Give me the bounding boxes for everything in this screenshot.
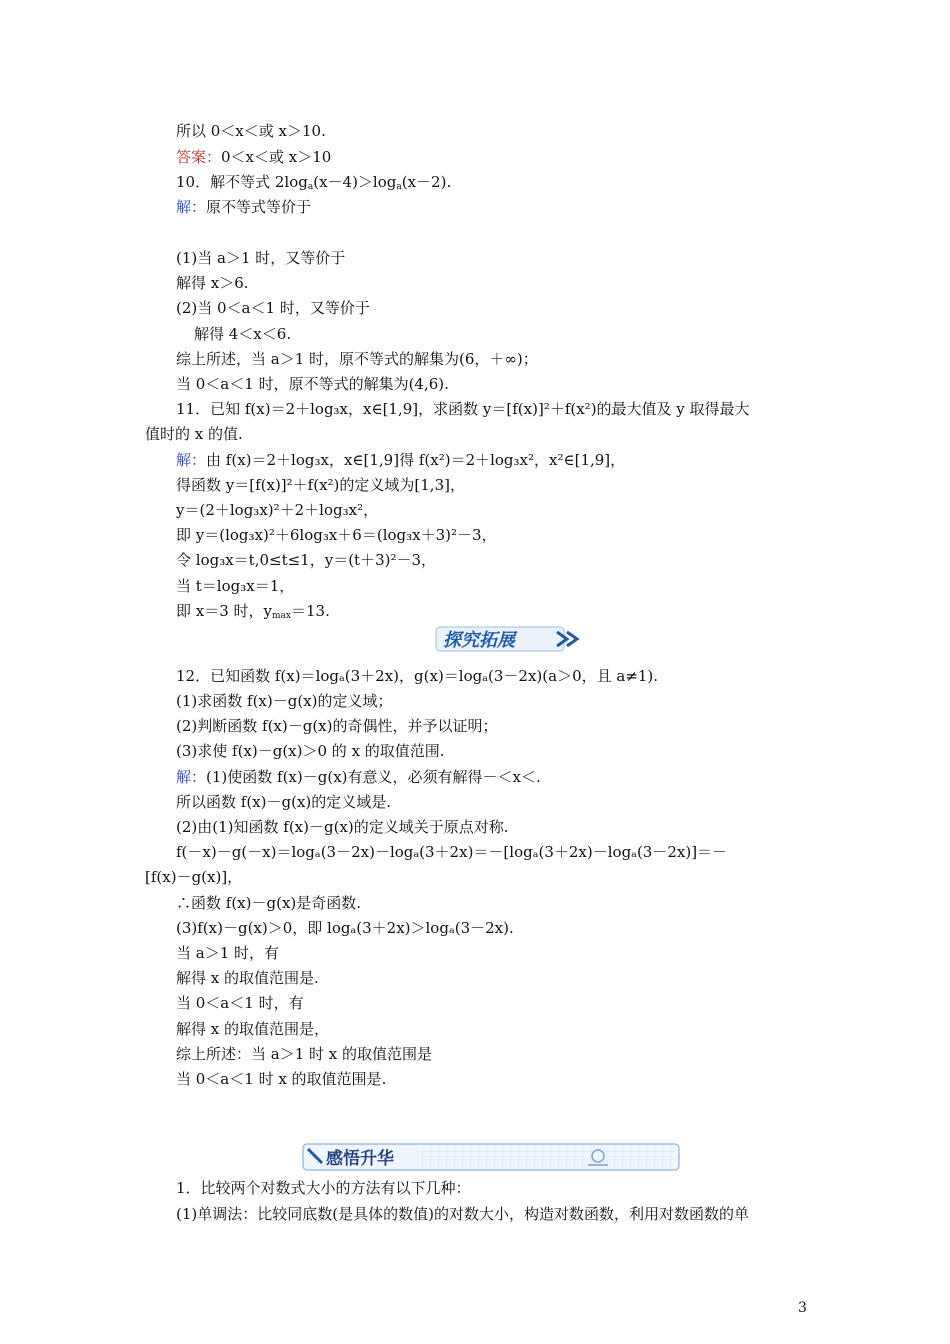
problem-10-mid: (x－4)＞log <box>313 173 397 191</box>
text-line: (2)当 0＜a＜1 时，又等价于 <box>176 299 370 317</box>
text-line: 解得 x 的取值范围是. <box>176 969 319 987</box>
text-line: (3)求使 f(x)－g(x)＞0 的 x 的取值范围. <box>176 742 445 760</box>
text-line <box>176 601 330 626</box>
solution-label: 解： <box>176 768 207 786</box>
summary-banner <box>302 1143 680 1171</box>
ymax-text: 即 x＝3 时，y <box>176 602 273 620</box>
text-line: 所以函数 f(x)－g(x)的定义域是. <box>176 793 392 811</box>
text-line: 综上所述：当 a＞1 时 x 的取值范围是 <box>176 1045 433 1063</box>
text-line: 得函数 y＝[f(x)]²＋f(x²)的定义域为[1,3]， <box>176 476 465 494</box>
solution-line <box>176 450 625 470</box>
text-line: 当 0＜a＜1 时，原不等式的解集为(4,6). <box>176 375 449 393</box>
text-line: ∴函数 f(x)－g(x)是奇函数. <box>176 894 362 912</box>
problem-10-end: (x－2). <box>401 173 452 191</box>
text-line: 综上所述，当 a＞1 时，原不等式的解集为(6，＋∞)； <box>176 350 538 368</box>
log-base: a <box>307 182 314 192</box>
solution-line <box>176 197 311 217</box>
solution-label: 解： <box>176 451 207 469</box>
text-line: f(－x)－g(－x)＝logₐ(3－2x)－logₐ(3＋2x)＝－[logₐ(3＋2x)－logₐ(3－2x)]＝－ <box>176 843 728 861</box>
solution-text: 原不等式等价于 <box>206 198 312 216</box>
text-line: (1)单调法：比较同底数(是具体的数值)的对数大小，构造对数函数，利用对数函数的单 <box>176 1205 749 1223</box>
text-line: 当 0＜a＜1 时，有 <box>176 994 304 1012</box>
problem-11: 11．已知 f(x)＝2＋log₃x，x∈[1,9]，求函数 y＝[f(x)]²＋f(x²)的最大值及 y 取得最大 <box>176 400 750 418</box>
answer-text: 0＜x＜或 x＞10 <box>221 148 332 166</box>
text-line: (2)判断函数 f(x)－g(x)的奇偶性，并予以证明； <box>176 717 498 735</box>
text-line: (2)由(1)知函数 f(x)－g(x)的定义域关于原点对称. <box>176 818 509 836</box>
text-line: 当 t＝log₃x＝1， <box>176 577 295 595</box>
text-line: y＝(2＋log₃x)²＋2＋log₃x²， <box>176 501 379 519</box>
text-line: 当 a＞1 时，有 <box>176 944 280 962</box>
text-line: 所以 0＜x＜或 x＞10. <box>176 122 326 140</box>
text-line: 解得 4＜x＜6. <box>194 325 292 343</box>
text-line: 值时的 x 的值. <box>145 425 243 443</box>
page-number: 3 <box>798 1300 807 1316</box>
solution-text: 由 f(x)＝2＋log₃x，x∈[1,9]得 f(x²)＝2＋log₃x²，x²∈[1,9]， <box>206 451 626 469</box>
max-subscript: max <box>272 611 291 621</box>
text-line: (1)当 a＞1 时，又等价于 <box>176 249 346 267</box>
ymax-value: ＝13. <box>291 602 330 620</box>
text-line: 令 log₃x＝t,0≤t≤1，y＝(t＋3)²－3， <box>176 551 437 569</box>
answer-label: 答案： <box>176 148 222 166</box>
explore-banner-text: 探究拓展 <box>443 630 515 651</box>
solution-text: (1)使函数 f(x)－g(x)有意义，必须有解得－＜x＜. <box>206 768 541 786</box>
explore-banner <box>435 624 583 654</box>
text-line: 当 0＜a＜1 时 x 的取值范围是. <box>176 1070 387 1088</box>
text-line: 即 y＝(log₃x)²＋6log₃x＋6＝(log₃x＋3)²－3， <box>176 526 497 544</box>
text-line: 1．比较两个对数式大小的方法有以下几种： <box>176 1179 471 1197</box>
problem-10-text: 10．解不等式 2log <box>176 173 308 191</box>
problem-10 <box>176 172 451 197</box>
log-base: a <box>396 182 402 192</box>
text-line: 解得 x＞6. <box>176 274 249 292</box>
problem-12: 12．已知函数 f(x)＝logₐ(3＋2x)，g(x)＝logₐ(3－2x)(a＞0，且 a≠1). <box>176 667 659 685</box>
solution-line <box>176 767 541 787</box>
text-line: 解得 x 的取值范围是， <box>176 1020 329 1038</box>
text-line: (3)f(x)－g(x)＞0，即 logₐ(3＋2x)＞logₐ(3－2x). <box>176 919 514 937</box>
solution-label: 解： <box>176 198 207 216</box>
text-line: [f(x)－g(x)]， <box>145 868 243 886</box>
answer-line <box>176 147 331 167</box>
text-line: (1)求函数 f(x)－g(x)的定义域； <box>176 692 393 710</box>
summary-banner-text: 感悟升华 <box>326 1149 394 1169</box>
